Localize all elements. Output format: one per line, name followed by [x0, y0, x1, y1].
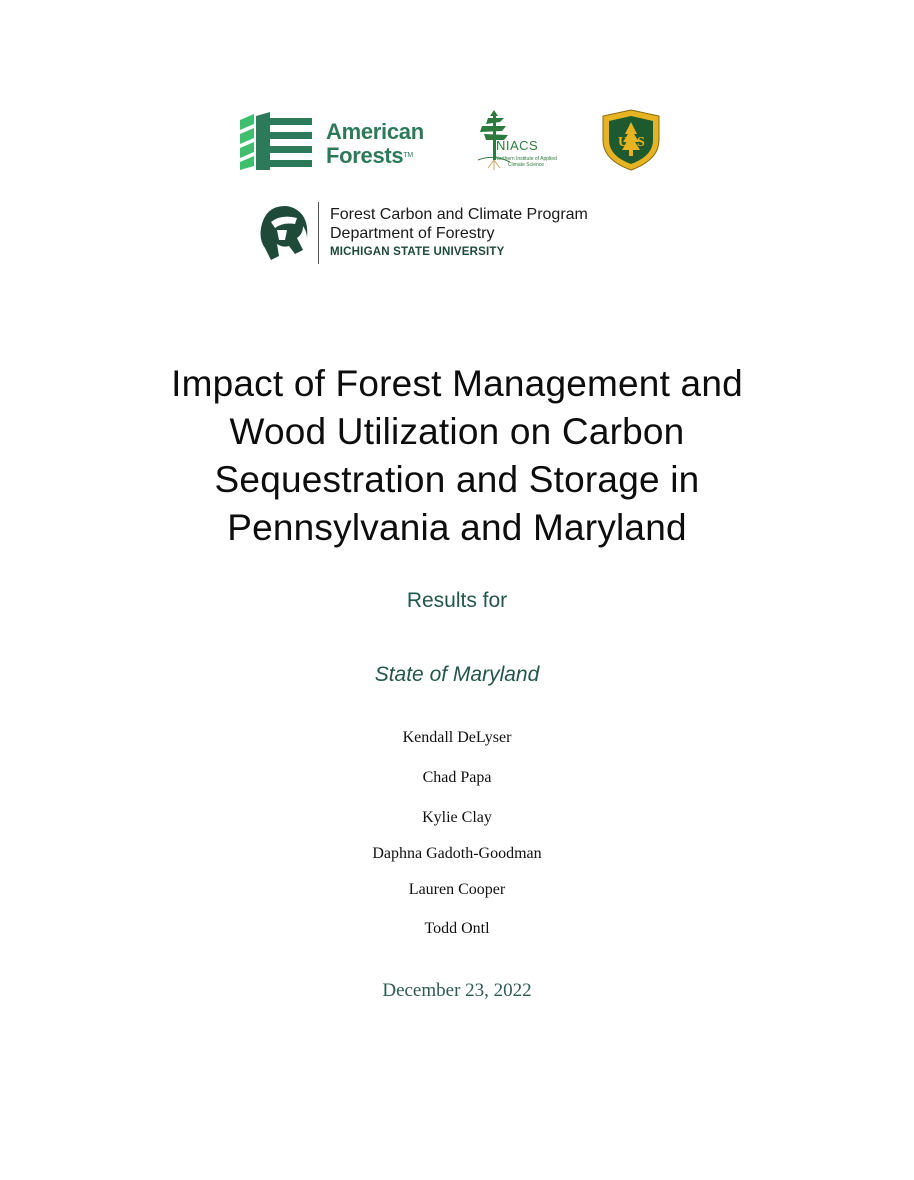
state-name: State of Maryland — [374, 663, 540, 686]
author-name: Kendall DeLyser — [402, 729, 512, 746]
spartan-helmet-icon — [257, 204, 309, 264]
american-forests-tree-icon — [240, 112, 320, 172]
title-line-3: Sequestration and Storage in — [214, 459, 700, 500]
logo-divider — [318, 202, 319, 264]
author-name: Lauren Cooper — [408, 881, 506, 898]
author-name: Kylie Clay — [422, 809, 492, 826]
msu-program-name: Forest Carbon and Climate Program — [330, 206, 588, 223]
forest-service-shield-icon — [599, 108, 663, 172]
publication-date: December 23, 2022 — [382, 980, 532, 1001]
document-title — [100, 360, 814, 552]
american-forests-line2: Forests — [326, 143, 404, 168]
author-name: Todd Ontl — [424, 920, 490, 937]
msu-university-name: MICHIGAN STATE UNIVERSITY — [330, 246, 505, 258]
american-forests-logo — [240, 112, 445, 172]
author-name: Daphna Gadoth-Goodman — [372, 845, 542, 862]
results-for-label: Results for — [406, 589, 508, 612]
american-forests-line1: American — [326, 119, 424, 144]
author-name: Chad Papa — [422, 769, 492, 786]
title-line-4: Pennsylvania and Maryland — [227, 507, 687, 548]
niacs-subtitle: Northern Institute of Applied Climate Science — [495, 156, 557, 168]
american-forests-wordmark — [326, 120, 424, 168]
msu-forestry-logo — [255, 200, 655, 266]
title-line-1: Impact of Forest Management and — [171, 363, 743, 404]
msu-department-name: Department of Forestry — [330, 225, 495, 242]
usfs-shield-logo — [599, 108, 663, 172]
niacs-logo — [474, 108, 558, 174]
svg-text:U: U — [618, 135, 629, 150]
title-line-2: Wood Utilization on Carbon — [229, 411, 685, 452]
niacs-wordmark: NIACS — [496, 138, 539, 153]
svg-text:S: S — [637, 135, 645, 150]
trademark-mark: TM — [403, 152, 413, 159]
